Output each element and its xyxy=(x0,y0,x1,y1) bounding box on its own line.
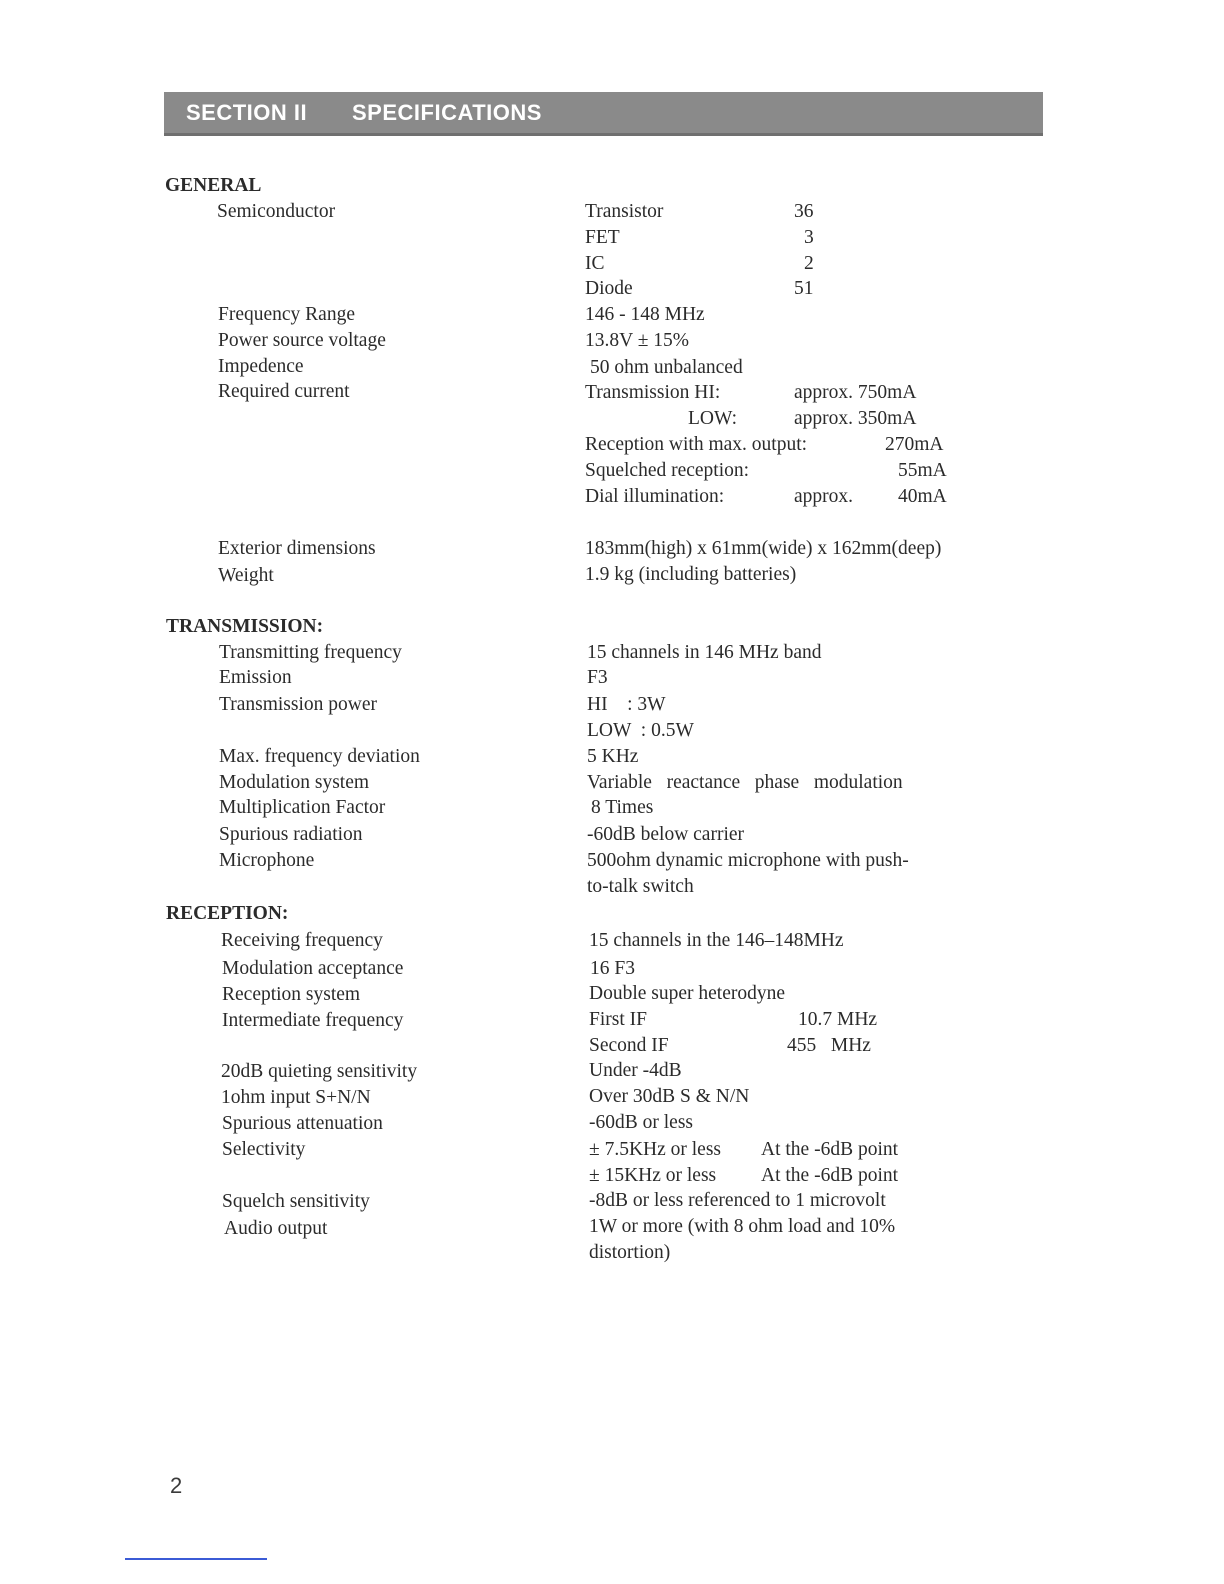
dial-approx: approx. xyxy=(794,486,854,507)
power-voltage-label: Power source voltage xyxy=(218,330,386,351)
reception-system-label: Reception system xyxy=(222,984,361,1005)
intermediate-frequency-label: Intermediate frequency xyxy=(222,1010,404,1031)
power-voltage-value: 13.8V ± 15% xyxy=(585,330,690,351)
transmission-heading: TRANSMISSION: xyxy=(166,616,324,637)
reception-heading: RECEPTION: xyxy=(166,903,289,924)
rx-max-value: 270mA xyxy=(885,434,944,455)
squelched-value: 55mA xyxy=(898,460,947,481)
tx-hi-label: Transmission HI: xyxy=(585,382,721,403)
second-if-label: Second IF xyxy=(589,1035,669,1056)
emission-value: F3 xyxy=(587,667,608,688)
modulation-acceptance-label: Modulation acceptance xyxy=(222,958,404,979)
first-if-label: First IF xyxy=(589,1009,647,1030)
section-label: SECTION II xyxy=(186,100,308,125)
selectivity-value: ± 7.5KHz or less xyxy=(589,1139,722,1160)
audio-output-label: Audio output xyxy=(224,1218,328,1239)
semi-name: Diode xyxy=(585,278,633,299)
spurious-attenuation-label: Spurious attenuation xyxy=(222,1113,383,1134)
modulation-acceptance-value: 16 F3 xyxy=(590,958,635,979)
quieting-value: Under -4dB xyxy=(589,1060,682,1081)
semiconductor-label: Semiconductor xyxy=(217,201,336,222)
modulation-value: Variable reactance phase modulation xyxy=(587,772,903,793)
tx-low-label: LOW: xyxy=(688,408,738,429)
required-current-label: Required current xyxy=(218,381,350,402)
microphone-value: 500ohm dynamic microphone with push- xyxy=(587,850,909,871)
reception-system-value: Double super heterodyne xyxy=(589,983,786,1004)
impedance-value: 50 ohm unbalanced xyxy=(590,357,743,378)
tx-power-hi: HI : 3W xyxy=(587,694,666,715)
modulation-label: Modulation system xyxy=(219,772,370,793)
second-if-value: 455 MHz xyxy=(787,1035,871,1056)
deviation-value: 5 KHz xyxy=(587,746,639,767)
deviation-label: Max. frequency deviation xyxy=(219,746,420,767)
input-snn-value: Over 30dB S & N/N xyxy=(589,1086,750,1107)
weight-value: 1.9 kg (including batteries) xyxy=(585,564,797,585)
impedance-label: Impedence xyxy=(218,356,304,377)
frequency-range-value: 146 - 148 MHz xyxy=(585,304,705,325)
multiplication-label: Multiplication Factor xyxy=(219,797,386,818)
multiplication-value: 8 Times xyxy=(591,797,654,818)
dial-value: 40mA xyxy=(898,486,947,507)
audio-output-value: 1W or more (with 8 ohm load and 10% xyxy=(589,1216,896,1237)
tx-frequency-label: Transmitting frequency xyxy=(219,642,402,663)
section-title: SPECIFICATIONS xyxy=(352,100,542,125)
semi-name: FET xyxy=(585,227,620,248)
quieting-label: 20dB quieting sensitivity xyxy=(221,1061,418,1082)
spurious-value: -60dB below carrier xyxy=(587,824,745,845)
dimensions-label: Exterior dimensions xyxy=(218,538,376,559)
page-number: 2 xyxy=(170,1473,183,1498)
dial-label: Dial illumination: xyxy=(585,486,725,507)
selectivity-value: ± 15KHz or less xyxy=(589,1165,717,1186)
spurious-label: Spurious radiation xyxy=(219,824,363,845)
weight-label: Weight xyxy=(218,565,274,586)
semi-count: 2 xyxy=(804,253,814,274)
tx-power-low: LOW : 0.5W xyxy=(587,720,694,741)
input-snn-label: 1ohm input S+N/N xyxy=(221,1087,371,1108)
selectivity-label: Selectivity xyxy=(222,1139,306,1160)
tx-hi-value: approx. 750mA xyxy=(794,382,917,403)
semi-name: IC xyxy=(585,253,605,274)
dimensions-value: 183mm(high) x 61mm(wide) x 162mm(deep) xyxy=(585,538,942,559)
audio-output-value-cont: distortion) xyxy=(589,1242,671,1263)
footer-link-underline xyxy=(125,1558,267,1560)
semi-name: Transistor xyxy=(585,201,664,222)
tx-frequency-value: 15 channels in 146 MHz band xyxy=(587,642,822,663)
semi-count: 3 xyxy=(804,227,814,248)
section-banner xyxy=(164,92,1043,136)
rx-max-label: Reception with max. output: xyxy=(585,434,808,455)
spurious-attenuation-value: -60dB or less xyxy=(589,1112,693,1133)
first-if-value: 10.7 MHz xyxy=(798,1009,878,1030)
squelch-sensitivity-value: -8dB or less referenced to 1 microvolt xyxy=(589,1190,886,1211)
semi-count: 51 xyxy=(794,278,814,299)
tx-power-label: Transmission power xyxy=(219,694,377,715)
general-heading: GENERAL xyxy=(165,175,262,196)
squelched-label: Squelched reception: xyxy=(585,460,750,481)
frequency-range-label: Frequency Range xyxy=(218,304,355,325)
squelch-sensitivity-label: Squelch sensitivity xyxy=(222,1191,370,1212)
rx-frequency-value: 15 channels in the 146–148MHz xyxy=(589,930,844,951)
selectivity-note: At the -6dB point xyxy=(761,1139,899,1160)
microphone-label: Microphone xyxy=(219,850,315,871)
microphone-value-cont: to-talk switch xyxy=(587,876,694,897)
rx-frequency-label: Receiving frequency xyxy=(221,930,383,951)
tx-low-value: approx. 350mA xyxy=(794,408,917,429)
semi-count: 36 xyxy=(794,201,814,222)
selectivity-note: At the -6dB point xyxy=(761,1165,899,1186)
emission-label: Emission xyxy=(219,667,292,688)
